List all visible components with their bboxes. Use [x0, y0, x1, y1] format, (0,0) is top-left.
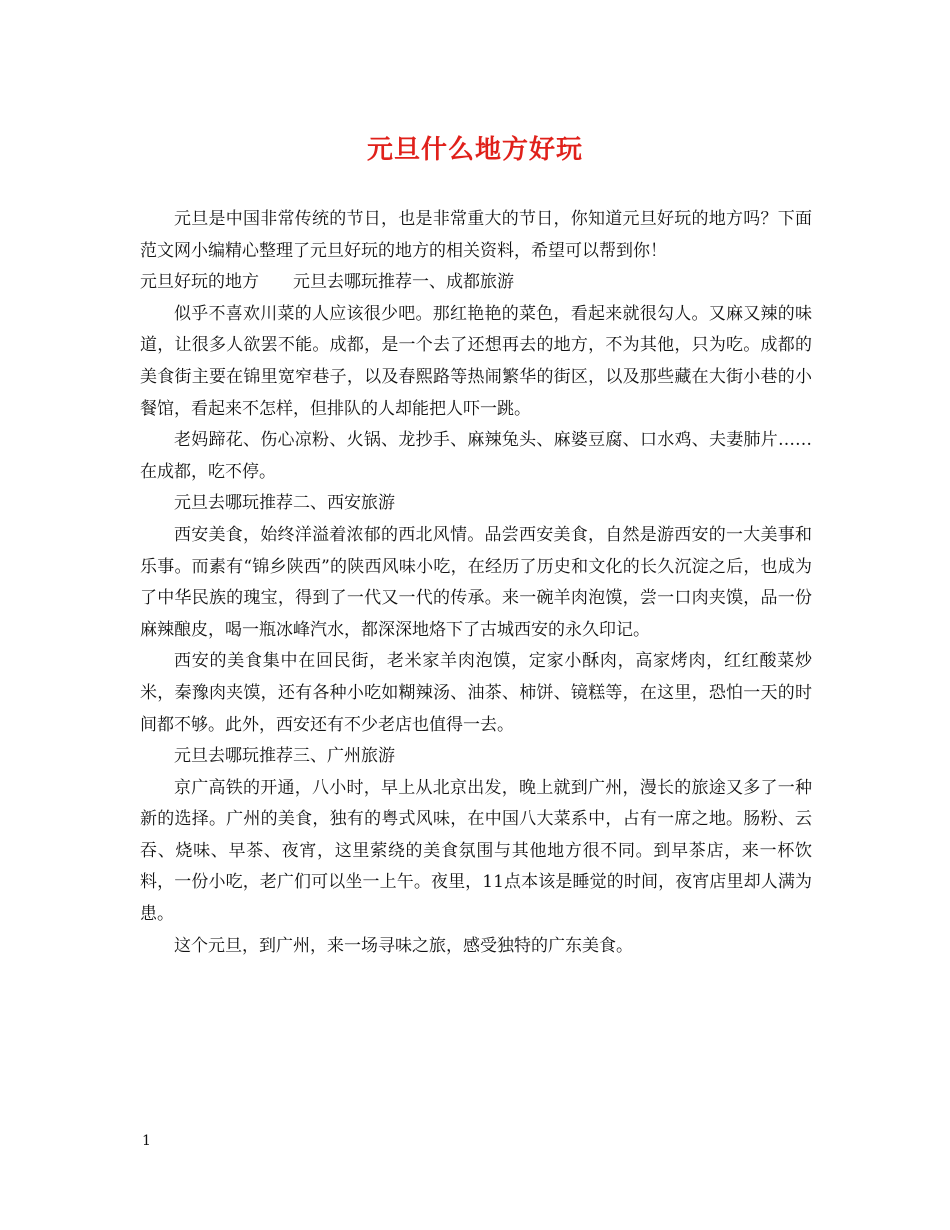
guangzhou-paragraph-2: 这个元旦，到广州，来一场寻味之旅，感受独特的广东美食。 [174, 935, 633, 956]
guangzhou-paragraph-1: 京广高铁的开通，八小时，早上从北京出发，晚上就到广州，漫长的旅途又多了一种新的选择。广州的美食，独有的粤式风味，在中国八大菜系中，占有一席之地。肠粉、云吞、烧味、早茶、夜宵，这里萦绕的美食氛围与其他地方很不同。到早茶店，来一杯饮料，一份小吃，老广们可以坐一上午。夜里，11点本该是睡觉的时间，夜宵店里却人满为患。 [140, 777, 812, 925]
intro-paragraph: 元旦是中国非常传统的节日，也是非常重大的节日，你知道元旦好玩的地方吗？下面范文网小编精心整理了元旦好玩的地方的相关资料，希望可以帮到你！ [140, 209, 812, 261]
xian-paragraph-2: 西安的美食集中在回民街，老米家羊肉泡馍，定家小酥肉，高家烤肉，红红酸菜炒米，秦豫肉夹馍，还有各种小吃如糊辣汤、油茶、柿饼、镜糕等，在这里，恐怕一天的时间都不够。此外，西安还有不少老店也值得一去。 [140, 651, 812, 735]
section-heading-chengdu: 元旦好玩的地方 元旦去哪玩推荐一、成都旅游 [140, 272, 514, 293]
chengdu-paragraph-2: 老妈蹄花、伤心凉粉、火锅、龙抄手、麻辣兔头、麻婆豆腐、口水鸡、夫妻肺片……在成都，吃不停。 [140, 430, 812, 482]
chengdu-paragraph-1: 似乎不喜欢川菜的人应该很少吧。那红艳艳的菜色，看起来就很勾人。又麻又辣的味道，让很多人欲罢不能。成都，是一个去了还想再去的地方，不为其他，只为吃。成都的美食街主要在锦里宽窄巷子，以及春熙路等热闹繁华的街区，以及那些藏在大街小巷的小餐馆，看起来不怎样，但排队的人却能把人吓一跳。 [140, 303, 812, 419]
page-number: 1 [142, 1133, 151, 1149]
article-body [140, 204, 812, 962]
xian-paragraph-1: 西安美食，始终洋溢着浓郁的西北风情。品尝西安美食，自然是游西安的一大美事和乐事。而素有“锦乡陕西”的陕西风味小吃，在经历了历史和文化的长久沉淀之后，也成为了中华民族的瑰宝，得到了一代又一代的传承。来一碗羊肉泡馍，尝一口肉夹馍，品一份麻辣酿皮，喝一瓶冰峰汽水，都深深地烙下了古城西安的永久印记。 [140, 524, 812, 640]
page-title: 元旦什么地方好玩 [366, 135, 583, 165]
section-heading-xian: 元旦去哪玩推荐二、西安旅游 [174, 493, 395, 514]
section-heading-guangzhou: 元旦去哪玩推荐三、广州旅游 [174, 746, 395, 767]
